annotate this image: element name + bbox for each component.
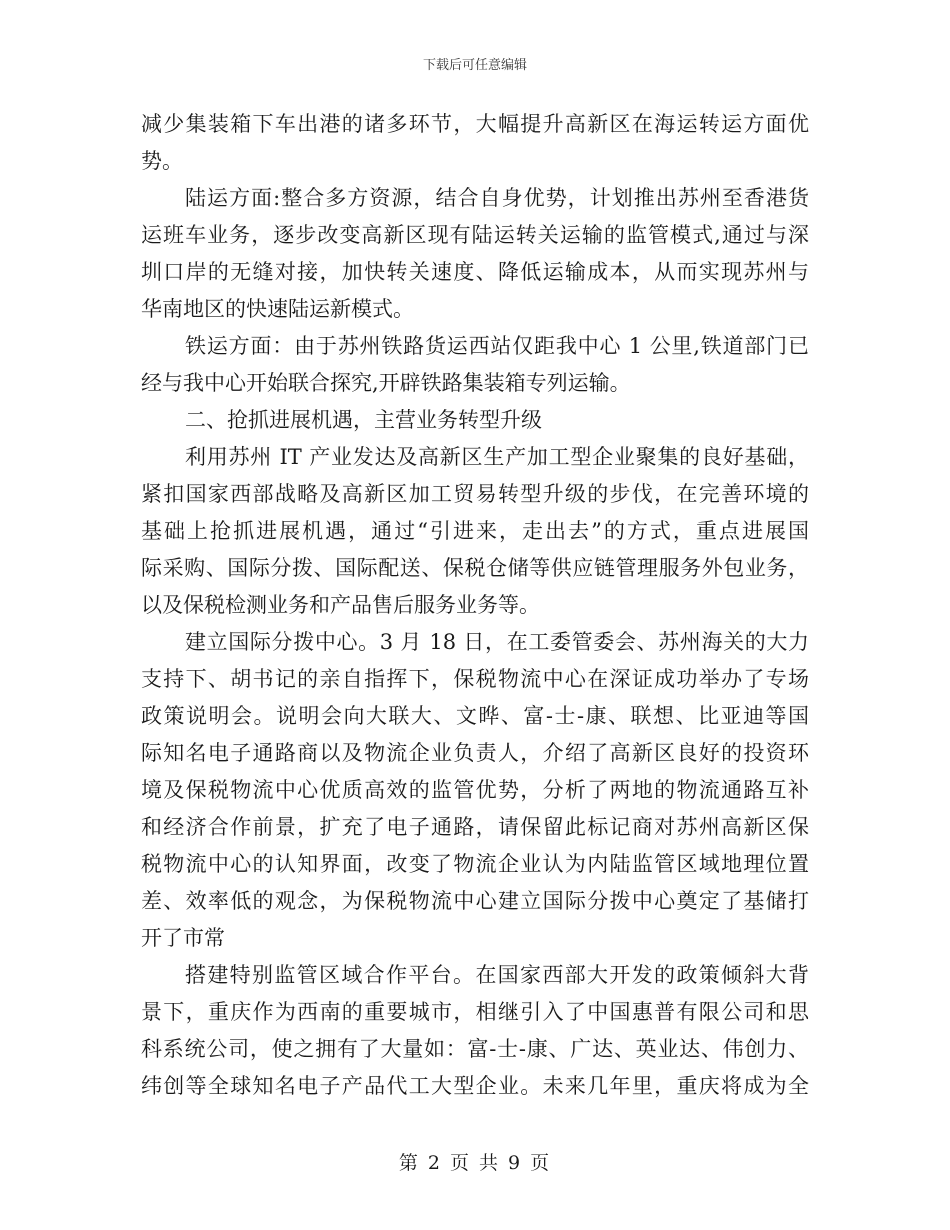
text-line: 开了市常 — [141, 926, 225, 950]
text-line: 税物流中心的认知界面，改变了物流企业认为内陆监管区域地理位置 — [141, 852, 809, 876]
text-line: 景下，重庆作为西南的重要城市，相继引入了中国惠普有限公司和思 — [141, 1000, 809, 1024]
text-line: 减少集装箱下车出港的诸多环节，大幅提升高新区在海运转运方面优 — [141, 112, 809, 136]
text-line: 科系统公司，使之拥有了大量如：富-士-康、广达、英业达、伟创力、 — [141, 1037, 809, 1061]
text-line: 利用苏州 IT 产业发达及高新区生产加工型企业聚集的良好基础， — [185, 445, 809, 469]
text-line: 支持下、胡书记的亲自指挥下，保税物流中心在深证成功举办了专场 — [141, 667, 809, 691]
text-line: 境及保税物流中心优质高效的监管优势，分析了两地的物流通路互补 — [141, 778, 809, 802]
document-body — [141, 106, 809, 1105]
text-line: 二、抢抓进展机遇，主营业务转型升级 — [185, 408, 542, 432]
text-line: 建立国际分拨中心。3 月 18 日，在工委管委会、苏州海关的大力 — [185, 630, 809, 654]
page-header: 下载后可任意编辑 — [422, 58, 527, 73]
page-footer: 第 2 页 共 9 页 — [398, 1152, 552, 1174]
text-line: 经与我中心开始联合探究,开辟铁路集装箱专列运输。 — [141, 371, 631, 395]
text-line: 圳口岸的无缝对接，加快转关速度、降低运输成本，从而实现苏州与 — [141, 260, 809, 284]
text-line: 运班车业务，逐步改变高新区现有陆运转关运输的监管模式,通过与深 — [141, 223, 809, 247]
text-line: 势。 — [141, 149, 183, 173]
text-line: 际采购、国际分拨、国际配送、保税仓储等供应链管理服务外包业务， — [141, 556, 809, 580]
text-line: 铁运方面：由于苏州铁路货运西站仅距我中心 1 公里,铁道部门已 — [185, 334, 809, 358]
text-line: 陆运方面:整合多方资源，结合自身优势，计划推出苏州至香港货 — [185, 186, 809, 210]
text-line: 华南地区的快速陆运新模式。 — [141, 297, 414, 321]
text-line: 以及保税检测业务和产品售后服务业务等。 — [141, 593, 540, 617]
text-line: 差、效率低的观念，为保税物流中心建立国际分拨中心奠定了基储打 — [141, 889, 809, 913]
text-line: 际知名电子通路商以及物流企业负责人，介绍了高新区良好的投资环 — [141, 741, 809, 765]
text-line: 政策说明会。说明会向大联大、文晔、富-士-康、联想、比亚迪等国 — [141, 704, 809, 728]
text-line: 搭建特别监管区域合作平台。在国家西部大开发的政策倾斜大背 — [185, 963, 809, 987]
text-line: 和经济合作前景，扩充了电子通路，请保留此标记商对苏州高新区保 — [141, 815, 809, 839]
text-line: 紧扣国家西部战略及高新区加工贸易转型升级的步伐，在完善环境的 — [141, 482, 809, 506]
text-line: 基础上抢抓进展机遇，通过“引进来，走出去”的方式，重点进展国 — [141, 519, 809, 543]
text-line: 纬创等全球知名电子产品代工大型企业。未来几年里，重庆将成为全 — [141, 1074, 809, 1098]
